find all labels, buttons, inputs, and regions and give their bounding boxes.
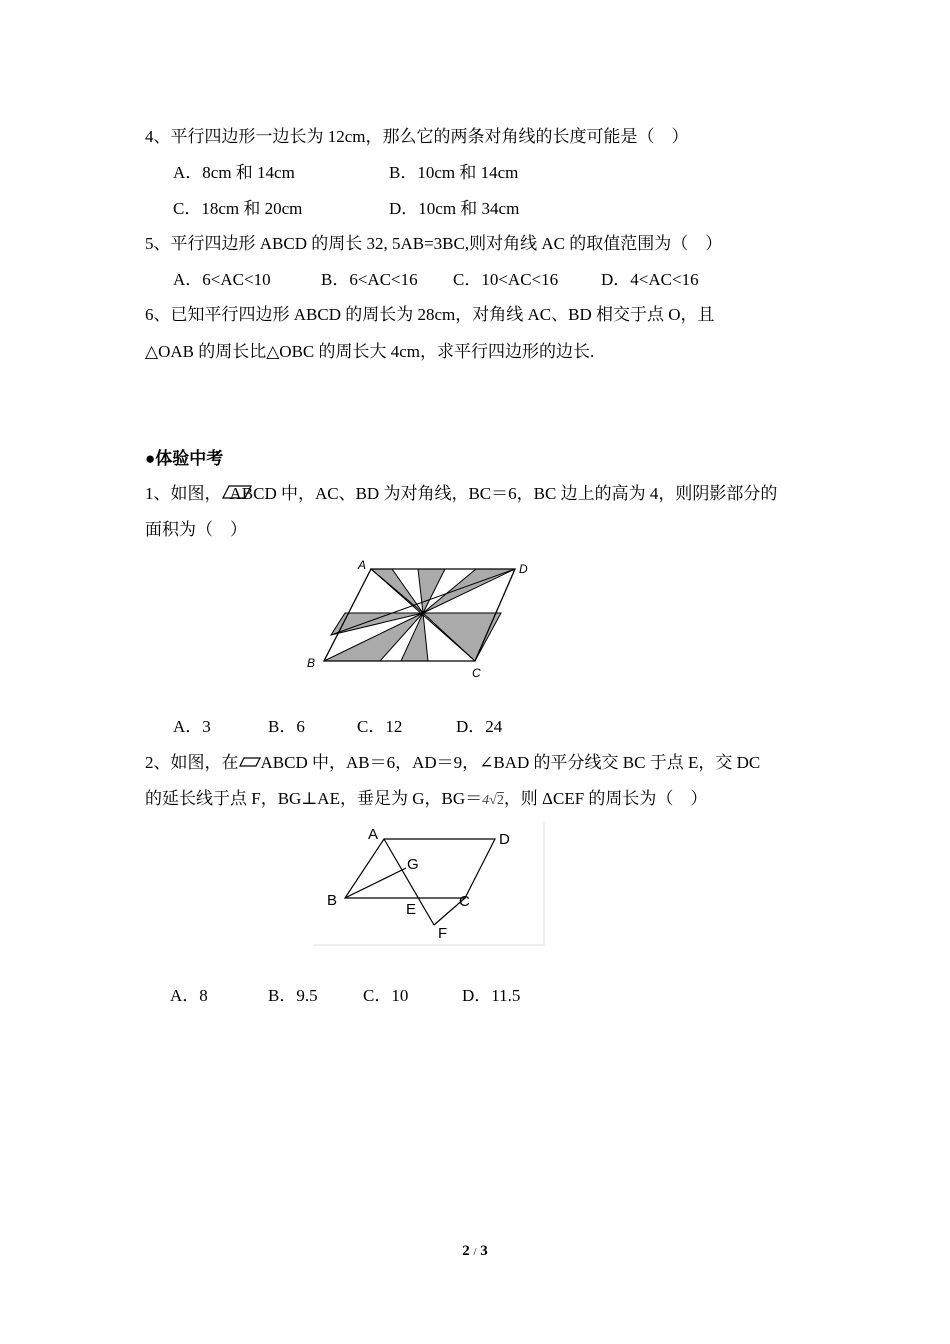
exam-q2-line-2 [145, 788, 707, 812]
exam-q2-line-1 [145, 752, 760, 775]
q5-option-a: A．6<AC<10 [173, 270, 271, 289]
q5-option-b: B．6<AC<16 [321, 270, 418, 289]
label-g: G [407, 856, 419, 873]
shaded-triangle-bottom-3 [423, 613, 501, 661]
sqrt-coefficient: 4 [482, 793, 490, 808]
page-number [0, 1243, 950, 1260]
label-a: A [368, 826, 379, 843]
q6-line-1: 6、已知平行四边形 ABCD 的周长为 28cm，对角线 AC、BD 相交于点 O，且 [145, 305, 715, 324]
q5-option-d: D．4<AC<16 [601, 270, 699, 289]
exam-q2-line2-prefix: 的延长线于点 F，BG⊥AE，垂足为 G，BG＝ [145, 789, 483, 808]
exam-q1-prefix: 1、如图， [145, 484, 222, 503]
label-b: B [327, 892, 338, 909]
label-e: E [406, 901, 417, 918]
exam-q1-line-1 [145, 483, 777, 506]
exam-q1-option-d: D．24 [456, 717, 503, 736]
exam-q2-figure [314, 822, 546, 948]
label-a: A [358, 558, 367, 572]
parallelogram-abcd [345, 839, 495, 898]
exam-q2-option-c: C．10 [363, 986, 409, 1005]
shaded-regions [324, 569, 515, 661]
q5-option-c: C．10<AC<16 [453, 270, 559, 289]
label-c: C [459, 893, 470, 910]
q5-stem: 5、平行四边形 ABCD 的周长 32, 5AB=3BC,则对角线 AC 的取值范围为（ ） [145, 234, 723, 253]
page-separator: / [473, 1246, 477, 1258]
exam-q1-option-a: A．3 [173, 717, 211, 736]
exam-q2-line1-prefix: 2、如图，在 [145, 753, 239, 772]
section-title: ●体验中考 [145, 449, 224, 468]
q6-line-2: △OAB 的周长比△OBC 的周长大 4cm，求平行四边形的边长. [145, 342, 595, 361]
exam-q2-option-a: A．8 [170, 986, 208, 1005]
label-d: D [519, 562, 528, 576]
exam-q1-figure [300, 555, 540, 685]
exam-q1-option-b: B．6 [268, 717, 305, 736]
exam-q1-suffix: ABCD 中，AC、BD 为对角线，BC＝6，BC 边上的高为 4，则阴影部分的 [229, 484, 778, 503]
exam-q2-line1-suffix: ABCD 中，AB＝6，AD＝9，∠BAD 的平分线交 BC 于点 E，交 DC [260, 753, 761, 772]
exam-q2-option-b: B．9.5 [268, 986, 318, 1005]
label-b: B [307, 656, 316, 670]
q4-option-b: B．10cm 和 14cm [389, 163, 519, 182]
label-f: F [438, 925, 448, 942]
exam-q1-line-2: 面积为（ ） [145, 520, 247, 539]
parallelogram-icon [239, 753, 261, 775]
q4-stem: 4、平行四边形一边长为 12cm，那么它的两条对角线的长度可能是（ ） [145, 127, 689, 146]
page-current: 2 [462, 1243, 470, 1259]
exam-q1-option-c: C．12 [357, 717, 403, 736]
label-d: D [499, 831, 510, 848]
sqrt-expression: 4√2 [482, 793, 504, 808]
q4-option-d: D．10cm 和 34cm [389, 199, 520, 218]
exam-q2-option-d: D．11.5 [462, 986, 521, 1005]
q4-option-c: C．18cm 和 20cm [173, 199, 303, 218]
sqrt-radicand: 2 [496, 793, 504, 808]
perpendicular-bg [345, 868, 406, 898]
label-c: C [472, 666, 481, 680]
exam-q2-line2-suffix: ，则 ΔCEF 的周长为（ ） [503, 789, 708, 808]
q4-option-a: A．8cm 和 14cm [173, 163, 295, 182]
page-total: 3 [480, 1243, 488, 1259]
